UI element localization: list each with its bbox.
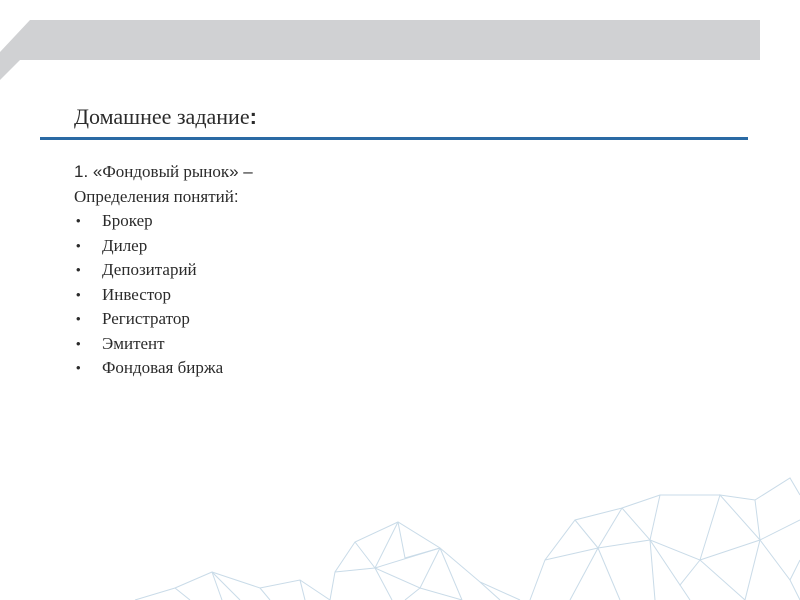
slide-content bbox=[74, 160, 253, 381]
assignment-dash: » – bbox=[229, 162, 253, 181]
slide-title-text: Домашнее задание bbox=[74, 104, 250, 129]
assignment-heading bbox=[74, 160, 253, 185]
title-divider bbox=[40, 137, 748, 140]
subheading-text: Определения понятий bbox=[74, 186, 234, 206]
term-list bbox=[74, 209, 253, 381]
term-item-registrar: • Регистратор bbox=[74, 307, 253, 332]
term-item-dealer: • Дилер bbox=[74, 234, 253, 259]
network-lines-icon bbox=[0, 470, 800, 600]
slide-title bbox=[74, 104, 257, 130]
slide-title-colon: : bbox=[249, 104, 257, 129]
term-item-issuer: • Эмитент bbox=[74, 332, 253, 357]
assignment-number: 1. « bbox=[74, 162, 103, 181]
term-item-stock-exchange: • Фондовая биржа bbox=[74, 356, 253, 381]
term-item-depositary: • Депозитарий bbox=[74, 258, 253, 283]
subheading-colon: : bbox=[233, 186, 239, 206]
term-item-investor: • Инвестор bbox=[74, 283, 253, 308]
assignment-subheading bbox=[74, 185, 253, 210]
top-banner bbox=[0, 0, 800, 80]
term-item-broker: • Брокер bbox=[74, 209, 253, 234]
assignment-topic: Фондовый рынок bbox=[102, 162, 230, 181]
